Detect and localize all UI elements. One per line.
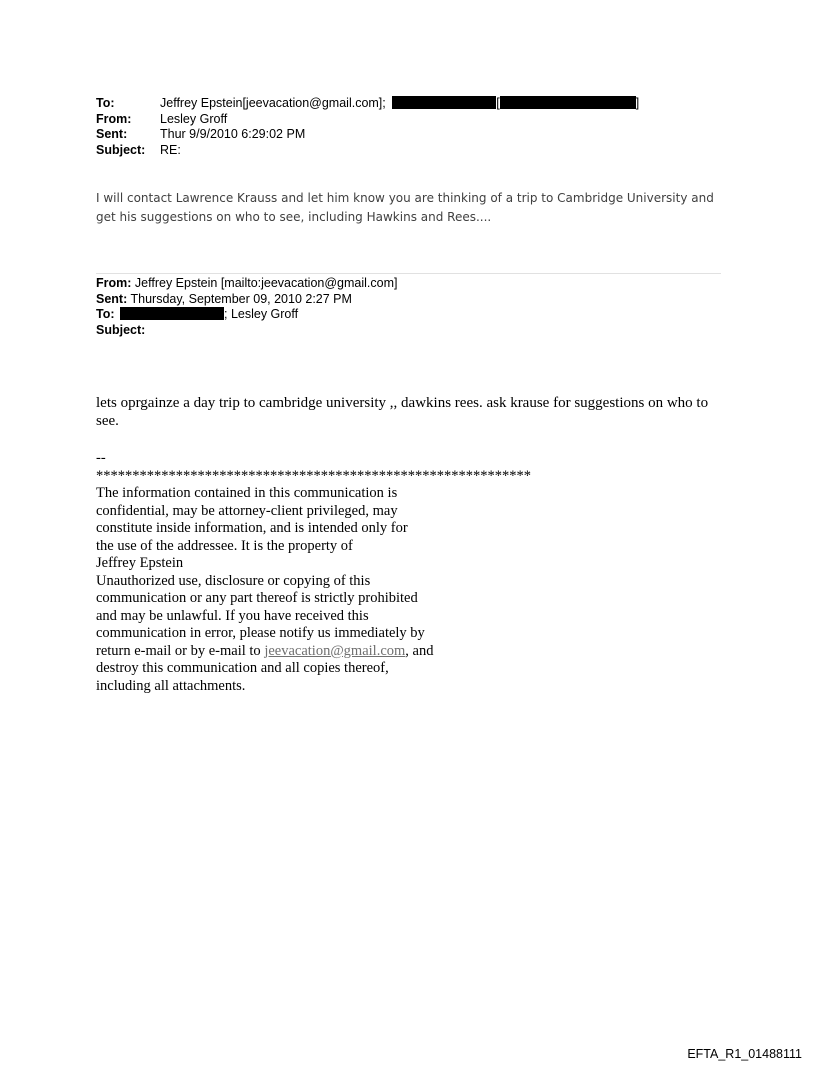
orig-subject-row [96,323,397,339]
signature-line: Unauthorized use, disclosure or copying of this [96,572,371,589]
orig-sent-row [96,292,397,308]
return-prefix: return e-mail or by e-mail to [96,642,265,659]
redaction-box [120,307,224,320]
signature-block [96,450,656,695]
signature-line: confidential, may be attorney-client privileged, may [96,502,398,519]
signature-line: communication in error, please notify us immediately by [96,625,425,641]
to-label: To: [96,96,115,110]
subject-value: RE: [160,142,181,157]
reply-body: I will contact Lawrence Krauss and let him know you are thinking of a trip to Cambridge University and get his suggestions on who to see, including Hawkins and Rees.... [96,191,714,224]
orig-from-value: Jeffrey Epstein [mailto:jeevacation@gmail.com] [134,276,398,290]
from-label: From: [96,111,132,126]
sent-label: Sent: [96,127,128,141]
orig-to-row [96,307,397,323]
signature-stars: ************************************************************ [96,467,531,484]
bracket-open: [ [496,96,500,110]
bracket-close: ] [635,96,640,110]
document-id: EFTA_R1_01488111 [687,1047,802,1061]
original-header [96,276,397,338]
redaction-box [392,96,496,109]
from-value: Lesley Groff [160,111,228,126]
orig-sent-label: Sent: [96,291,128,306]
orig-from-label: From: [96,276,132,290]
signature-line: the use of the addressee. It is the property of [96,537,353,554]
signature-line: Jeffrey Epstein [96,555,184,571]
signature-line: and may be unlawful. If you have received this [96,607,369,624]
orig-subject-label: Subject: [96,322,146,337]
signature-dash: -- [96,450,106,466]
message-body: lets oprgainze a day trip to cambridge university ,, dawkins rees. ask krause for suggestions on who to see. [96,395,709,429]
redaction-box [500,96,636,109]
signature-line: including all attachments. [96,677,246,694]
signature-line: destroy this communication and all copies thereof, [96,660,389,676]
signature-line: communication or any part thereof is strictly prohibited [96,590,418,606]
orig-sent-value: Thursday, September 09, 2010 2:27 PM [130,291,352,306]
subject-label: Subject: [96,142,146,157]
divider [96,273,721,274]
to-value [160,96,639,112]
to-recipient: Jeffrey Epstein[jeevacation@gmail.com]; [160,96,386,110]
orig-to-label: To: [96,307,115,321]
signature-line: The information contained in this communication is [96,485,398,501]
email-link[interactable]: jeevacation@gmail.com [264,642,406,659]
orig-to-value: ; Lesley Groff [224,307,299,321]
orig-from-row [96,276,397,292]
signature-line: constitute inside information, and is intended only for [96,520,408,536]
signature-return-line [96,643,656,661]
return-suffix: , and [405,642,434,659]
sent-value: Thur 9/9/2010 6:29:02 PM [160,127,306,141]
